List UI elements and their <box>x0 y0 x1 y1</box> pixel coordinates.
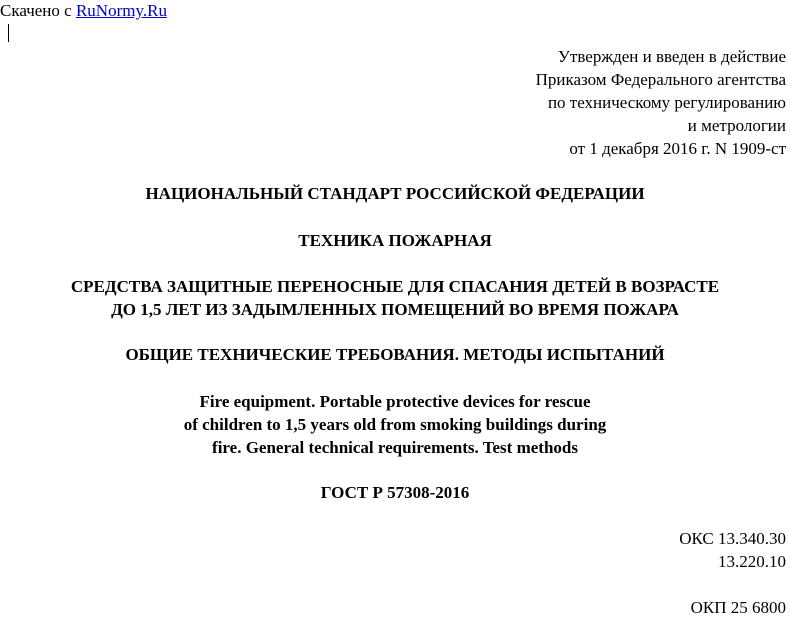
approval-line: Утвержден и введен в действие <box>557 47 786 66</box>
english-title <box>0 390 790 459</box>
standard-type-heading <box>0 182 790 205</box>
okp-code: ОКП 25 6800 <box>690 598 786 617</box>
subtitle: ОБЩИЕ ТЕХНИЧЕСКИЕ ТРЕБОВАНИЯ. МЕТОДЫ ИСПЫТАНИЙ <box>125 345 665 364</box>
oks-line: 13.220.10 <box>718 552 786 571</box>
download-source-line <box>0 1 167 21</box>
category-title: ТЕХНИКА ПОЖАРНАЯ <box>298 231 492 250</box>
main-title <box>0 275 790 321</box>
approval-line: от 1 декабря 2016 г. N 1909-ст <box>569 139 786 158</box>
english-title-line: Fire equipment. Portable protective devices for rescue <box>199 392 591 411</box>
source-link[interactable]: RuNormy.Ru <box>75 1 167 20</box>
standard-code-heading <box>0 481 790 504</box>
category-heading <box>0 229 790 252</box>
main-title-line: ДО 1,5 ЛЕТ ИЗ ЗАДЫМЛЕННЫХ ПОМЕЩЕНИЙ ВО ВРЕМЯ ПОЖАРА <box>111 300 679 319</box>
okp-classification <box>691 596 786 619</box>
english-title-line: fire. General technical requirements. Test methods <box>212 438 578 457</box>
english-title-line: of children to 1,5 years old from smoking buildings during <box>183 415 607 434</box>
text-cursor <box>8 24 9 42</box>
oks-line: ОКС 13.340.30 <box>679 529 786 548</box>
download-source-prefix: Скачено с <box>0 1 76 20</box>
standard-code: ГОСТ Р 57308-2016 <box>320 483 470 502</box>
approval-line: по техническому регулированию <box>547 93 786 112</box>
approval-line: и метрологии <box>687 116 786 135</box>
standard-type-title: НАЦИОНАЛЬНЫЙ СТАНДАРТ РОССИЙСКОЙ ФЕДЕРАЦИИ <box>145 184 645 203</box>
approval-line: Приказом Федерального агентства <box>535 70 786 89</box>
subtitle-heading <box>0 343 790 366</box>
oks-classification <box>679 527 786 573</box>
approval-block <box>536 45 786 160</box>
main-title-line: СРЕДСТВА ЗАЩИТНЫЕ ПЕРЕНОСНЫЕ ДЛЯ СПАСАНИЯ ДЕТЕЙ В ВОЗРАСТЕ <box>70 277 720 296</box>
